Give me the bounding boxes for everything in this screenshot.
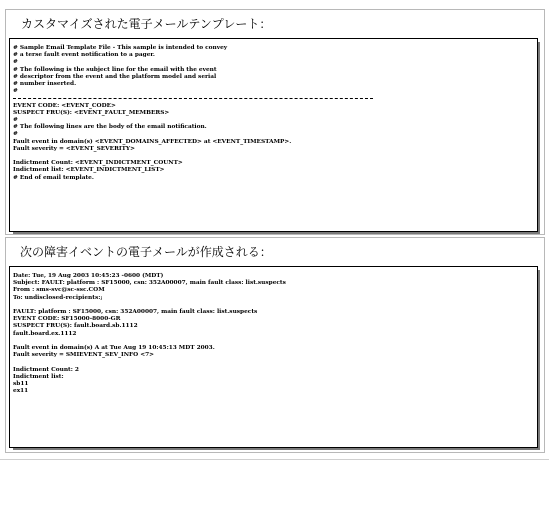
example-email-text: Date: Tue, 19 Aug 2003 10:45:23 -0600 (MDT) Subject: FAULT: platform : SF15000, csn: 352A00007, main fault class: list.suspects From : sms-svc@sc-ssc.COM To: undisclosed-recipients:; FAULT: platform : SF15000, csn: 352A00007, main fault class: list.suspects EVENT CODE: SF15000-8000-GR SUSPECT FRU(S): fault.board.sb.1112 fault.board.ex.1112 Fault event in domain(s) A at Tue Aug 19 10:45:13 MDT 2003. Fault severity = SMIEVENT_SEV_INFO <7> Indictment Count: 2 Indictment list: sb11 ex11 (13, 273, 286, 395)
example-caption: 次の障害イベントの電子メールが作成される： (20, 245, 272, 259)
bottom-divider (0, 459, 549, 460)
template-code-text: # Sample Email Template File - This sample is intended to convey # a terse fault event notification to a pager. # # The following is the subject line for the email with the event # descriptor from the event and the platform model and serial # number inserted. # EVENT CODE: <EVENT_CODE> SUSPECT FRU(S): <EVENT_FAULT_MEMBERS> # # The following lines are the body of the email notification. # Fault event in domain(s) <EVENT_DOMAINS_AFFECTED> at <EVENT_TIMESTAMP>. Fault severity = <EVENT_SEVERITY> Indictment Count: <EVENT_INDICTMENT_COUNT> Indictment list: <EVENT_INDICTMENT_LIST> # End of email template. (13, 45, 292, 181)
example-email-panel (9, 266, 538, 448)
template-separator-line (13, 98, 373, 99)
template-code-panel (9, 38, 538, 232)
template-caption: カスタマイズされた電子メールテンプレート： (21, 17, 272, 31)
